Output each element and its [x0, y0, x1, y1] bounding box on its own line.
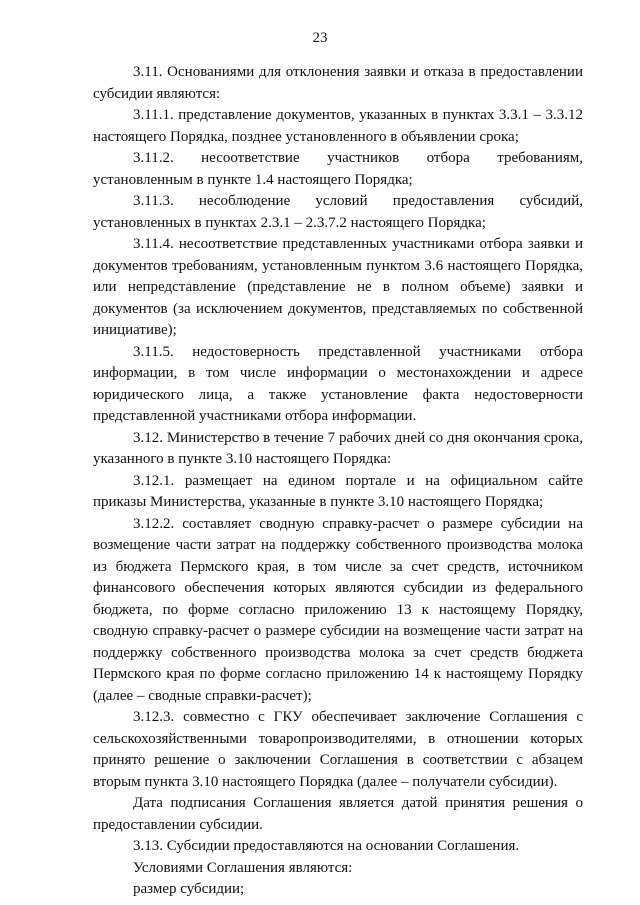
paragraph-3-11-5: 3.11.5. недостоверность представленной участниками отбора информации, в том числе информации о местонахождении и адресе юридического лица, а также установление факта недостоверности представленной участниками отбора информации.: [93, 343, 583, 424]
paragraph-3-13: 3.13. Субсидии предоставляются на основании Соглашения.: [133, 838, 520, 854]
paragraph-subsidy-amount: размер субсидии;: [133, 881, 245, 897]
paragraph-3-11-3: 3.11.3. несоблюдение условий предоставления субсидий, установленных в пунктах 2.3.1 – 2.3.7.2 настоящего Порядка;: [93, 193, 583, 231]
document-body: [93, 62, 583, 901]
paragraph-3-11-2: 3.11.2. несоответствие участников отбора требованиям, установленным в пункте 1.4 настоящего Порядка;: [93, 150, 583, 188]
page-number: 23: [312, 30, 328, 46]
paragraph-3-12-1: 3.12.1. размещает на едином портале и на официальном сайте приказы Министерства, указанные в пункте 3.10 настоящего Порядка;: [93, 472, 583, 510]
paragraph-3-11-1: 3.11.1. представление документов, указанных в пунктах 3.3.1 – 3.3.12 настоящего Порядка, позднее установленного в объявлении срока;: [93, 107, 583, 145]
paragraph-3-11: 3.11. Основаниями для отклонения заявки и отказа в предоставлении субсидии являются:: [93, 64, 583, 102]
paragraph-3-12-2: 3.12.2. составляет сводную справку-расчет о размере субсидии на возмещение части затрат на поддержку собственного производства молока из бюджета Пермского края, в том числе за счет средств, источником финансового обеспечения которых являются субсидии из федерального бюджета, по форме согласно приложению 13 к настоящему Порядку, сводную справку-расчет о размере субсидии на возмещение части затрат на поддержку собственного производства молока за счет средств бюджета Пермского края по форме согласно приложению 14 к настоящему Порядку (далее – сводные справки-расчет);: [93, 515, 583, 704]
paragraph-agreement-conditions: Условиями Соглашения являются:: [133, 859, 353, 876]
paragraph-signing-date: Дата подписания Соглашения является датой принятия решения о предоставлении субсидии.: [93, 795, 583, 833]
paragraph-3-12: 3.12. Министерство в течение 7 рабочих дней со дня окончания срока, указанного в пункте 3.10 настоящего Порядка:: [93, 429, 583, 467]
paragraph-3-11-4: 3.11.4. несоответствие представленных участниками отбора заявки и документов требованиям, установленным пунктом 3.6 настоящего Порядка, или непредставление (представление не в полном объеме) заявки и документов (за исключением документов, представляемых по собственной инициативе);: [93, 236, 583, 338]
paragraph-3-12-3: 3.12.3. совместно с ГКУ обеспечивает заключение Соглашения с сельскохозяйственными товаропроизводителями, в отношении которых принято решение о заключении Соглашения в соответствии с абзацем вторым пункта 3.10 настоящего Порядка (далее – получатели субсидии).: [93, 709, 583, 790]
